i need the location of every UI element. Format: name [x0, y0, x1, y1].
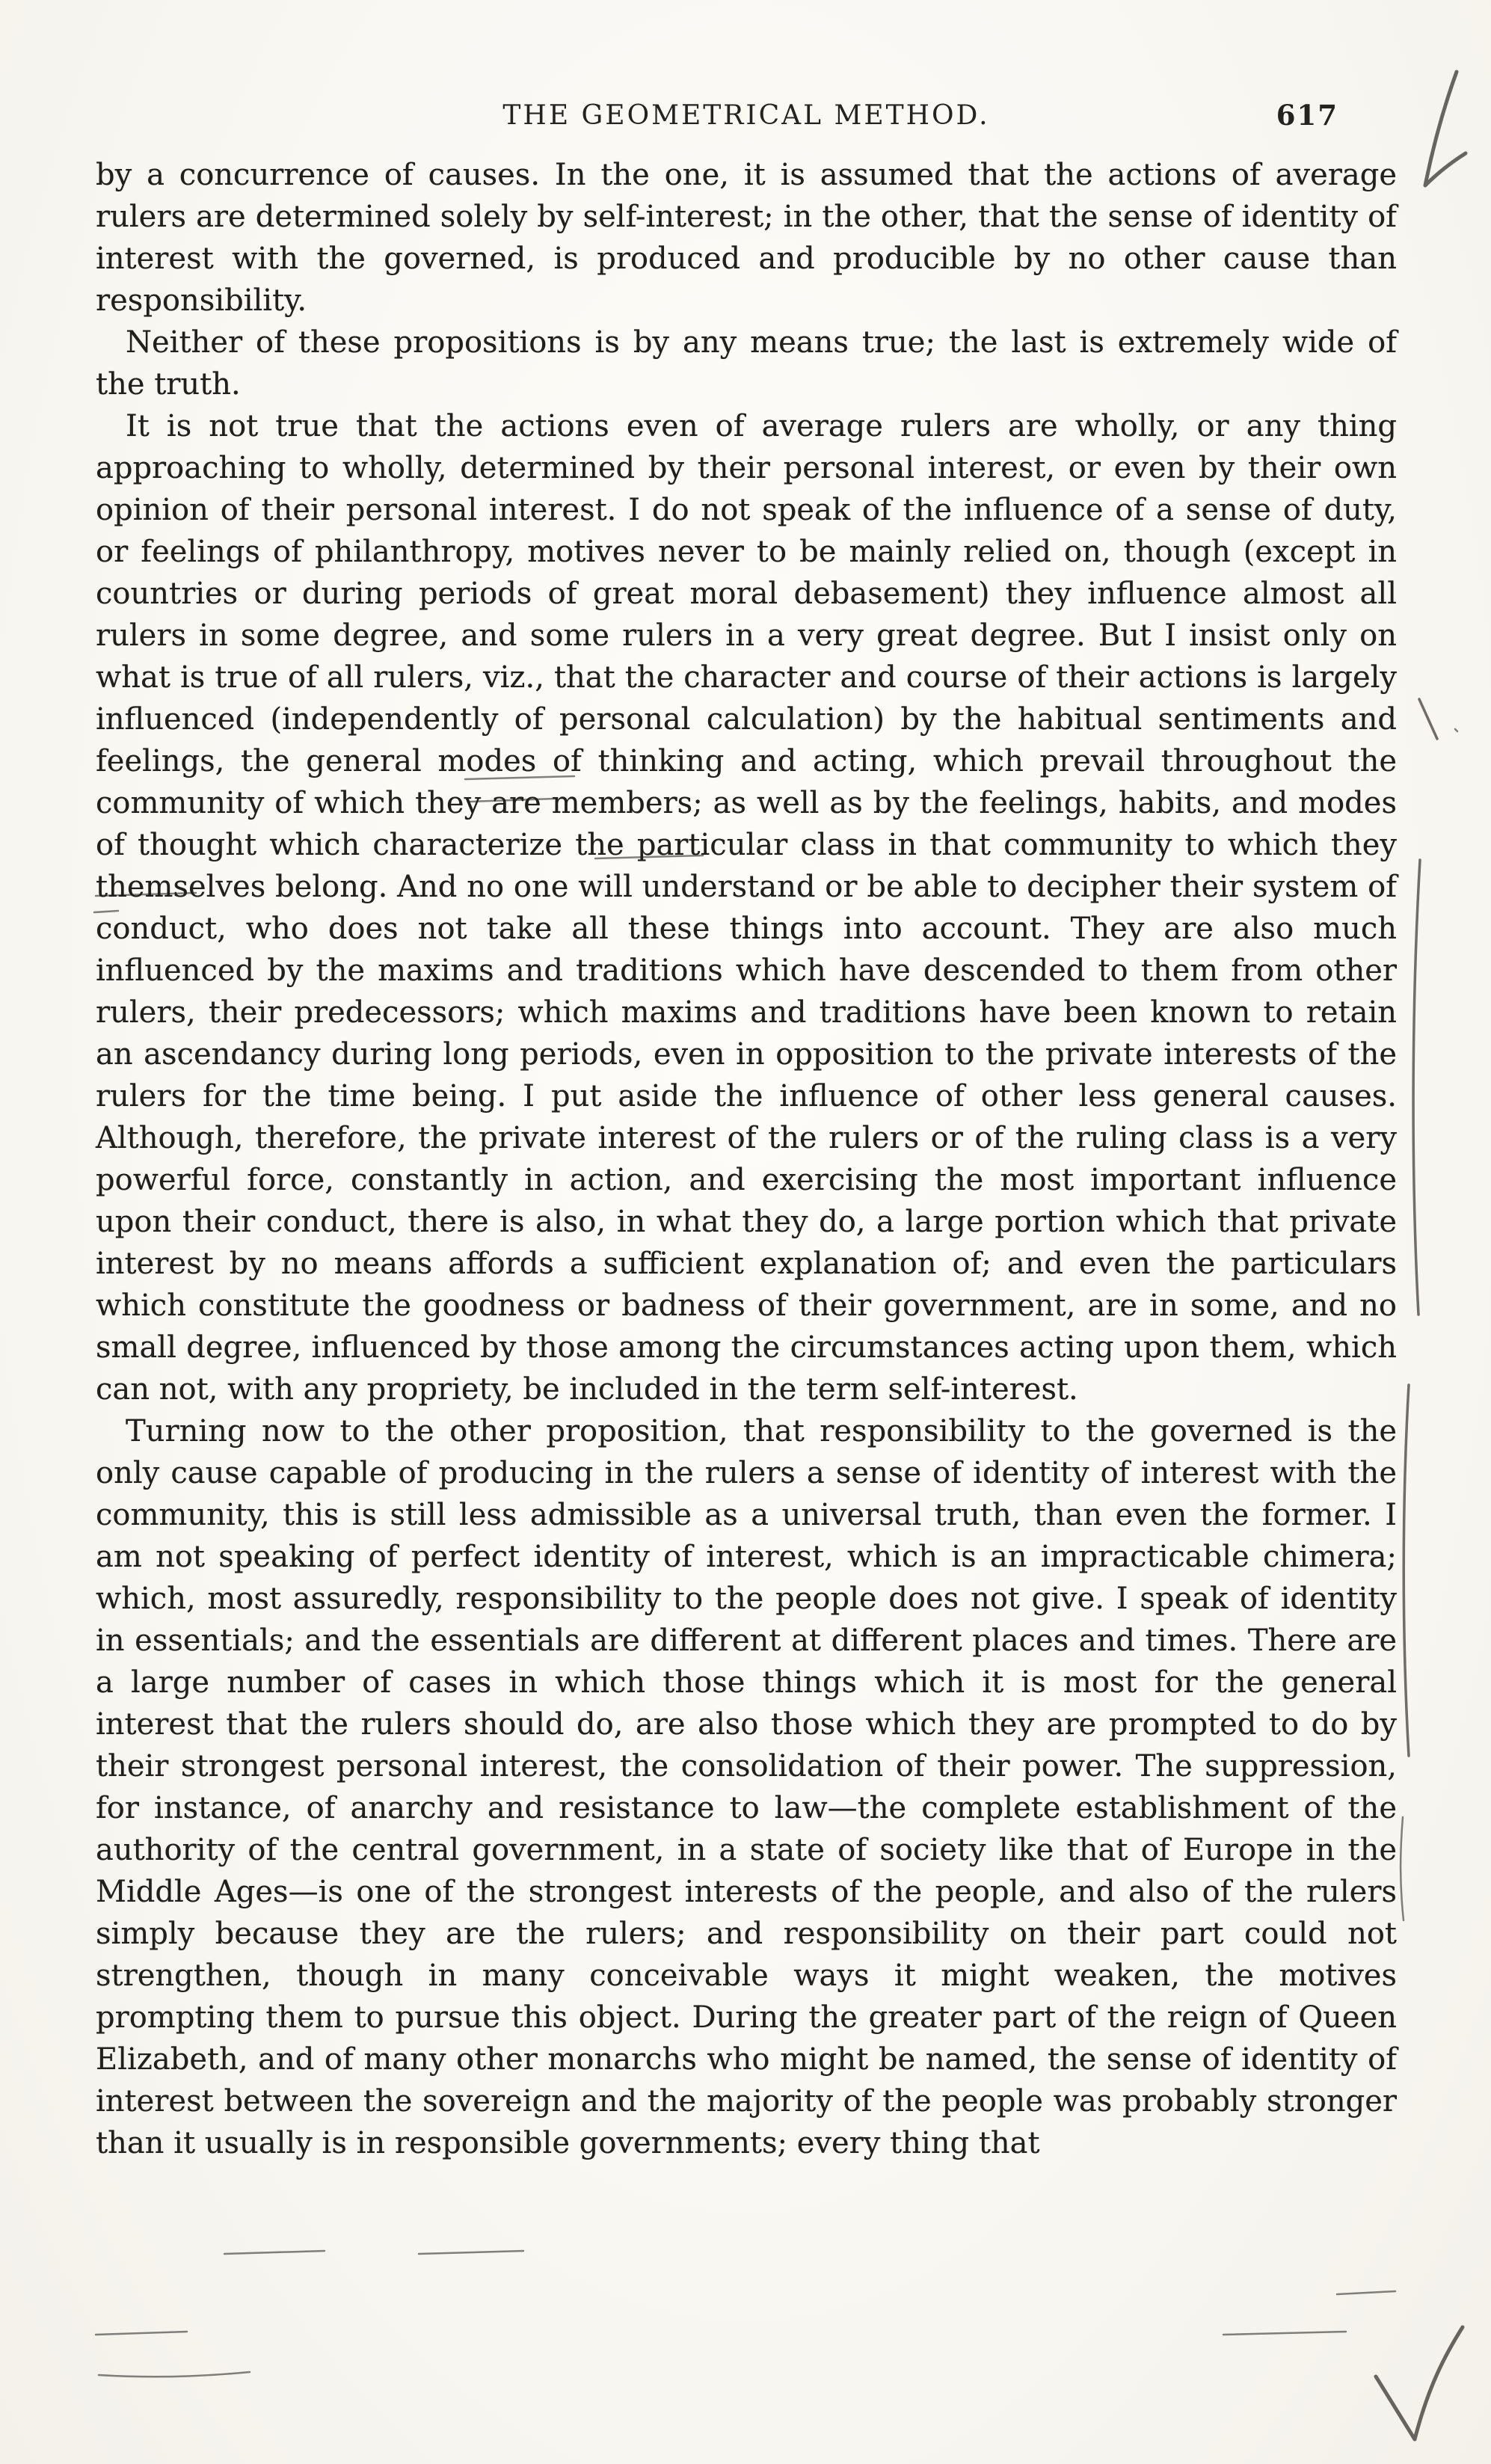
running-title: THE GEOMETRICAL METHOD. — [502, 100, 990, 131]
paragraph: Neither of these propositions is by any means true; the last is extremely wide of the truth. — [96, 325, 1397, 402]
page-header — [96, 100, 1397, 131]
underline-stronger-than-icon — [99, 2372, 250, 2377]
underline-probably-icon — [1223, 2332, 1346, 2335]
paragraph: Turning now to the other proposition, that responsibility to the governed is the only cause capable of producing in the rulers a sense of identity of interest with the community, this is still less admissible as a universal truth, than even the former. I am not speaking of perfect identity of interest, which is an impracticable chimera; which, most assuredly, responsibility to the people does not give. I speak of identity in essentials; and the essentials are different at different places and times. There are a large number of cases in which those things which it is most for the general interest that the rulers should do, are also those which they are prompted to do by their strongest personal interest, the consolidation of their power. The suppression, for instance, of anarchy and resistance to law—the complete establishment of the authority of the central government, in a state of society like that of Europe in the Middle Ages—is one of the strongest interests of the people, and also of the rulers simply because they are the rulers; and responsibility on their part could not strengthen, though in many conceivable ways it might weaken, the motives prompting them to pursue this object. During the greater part of the reign of Queen Elizabeth, and of many other monarchs who might be named, the sense of identity of interest between the sovereign and the majority of the people was probably stronger than it usually is in responsible governments; every thing that — [96, 1414, 1397, 2160]
body-text-block — [96, 154, 1397, 2164]
underline-during-icon — [224, 2251, 325, 2254]
margin-line-lower-icon — [1404, 1385, 1409, 1756]
underline-greater-part-icon — [419, 2251, 523, 2254]
underline-of-in-icon — [1337, 2291, 1395, 2294]
margin-tick-upper-icon — [1419, 699, 1437, 739]
paragraph: It is not true that the actions even of average rulers are wholly, or any thing approaching to wholly, determined by their personal interest, or even by their own opinion of their personal interest. I do not speak of the influence of a sense of duty, or feelings of philanthropy, motives never to be mainly relied on, though (except in countries or during periods of great moral debasement) they influence almost all rulers in some degree, and some rulers in a very great degree. But I insist only on what is true of all rulers, viz., that the character and course of their actions is largely influenced (independently of personal calculation) by the habitual sentiments and feelings, the general modes of thinking and acting, which prevail throughout the community of which they are members; as well as by the feelings, habits, and modes of thought which characterize the particular class in that community to which they themselves belong. And no one will understand or be able to decipher their system of conduct, who does not take all these things into account. They are also much influenced by the maxims and traditions which have descended to them from other rulers, their predecessors; which maxims and traditions have been known to retain an ascendancy during long periods, even in opposition to the private interests of the rulers for the time being. I put aside the influence of other less general causes. Although, therefore, the private interest of the rulers or of the ruling class is a very powerful force, constantly in action, and exercising the most important influence upon their conduct, there is also, in what they do, a large portion which that private interest by no means affords a sufficient explanation of; and even the particulars which constitute the goodness or badness of their government, are in some, and no small degree, influenced by those among the circumstances acting upon them, which can not, with any propriety, be included in the term self-interest. — [96, 409, 1397, 1407]
margin-line-short-icon — [1401, 1817, 1404, 1920]
underline-terest-icon — [96, 2332, 187, 2335]
check-mark-top-right-icon — [1425, 72, 1466, 185]
margin-dot-icon — [1455, 729, 1457, 731]
check-mark-bottom-right-icon — [1376, 2327, 1463, 2439]
margin-line-middle-icon — [1413, 860, 1420, 1315]
page-number: 617 — [1276, 99, 1338, 132]
paragraph-continuation: by a concurrence of causes. In the one, it is assumed that the actions of average rulers are determined solely by self-interest; in the other, that the sense of identity of interest with the governed, is produced and producible by no other cause than responsibility. — [96, 158, 1397, 318]
